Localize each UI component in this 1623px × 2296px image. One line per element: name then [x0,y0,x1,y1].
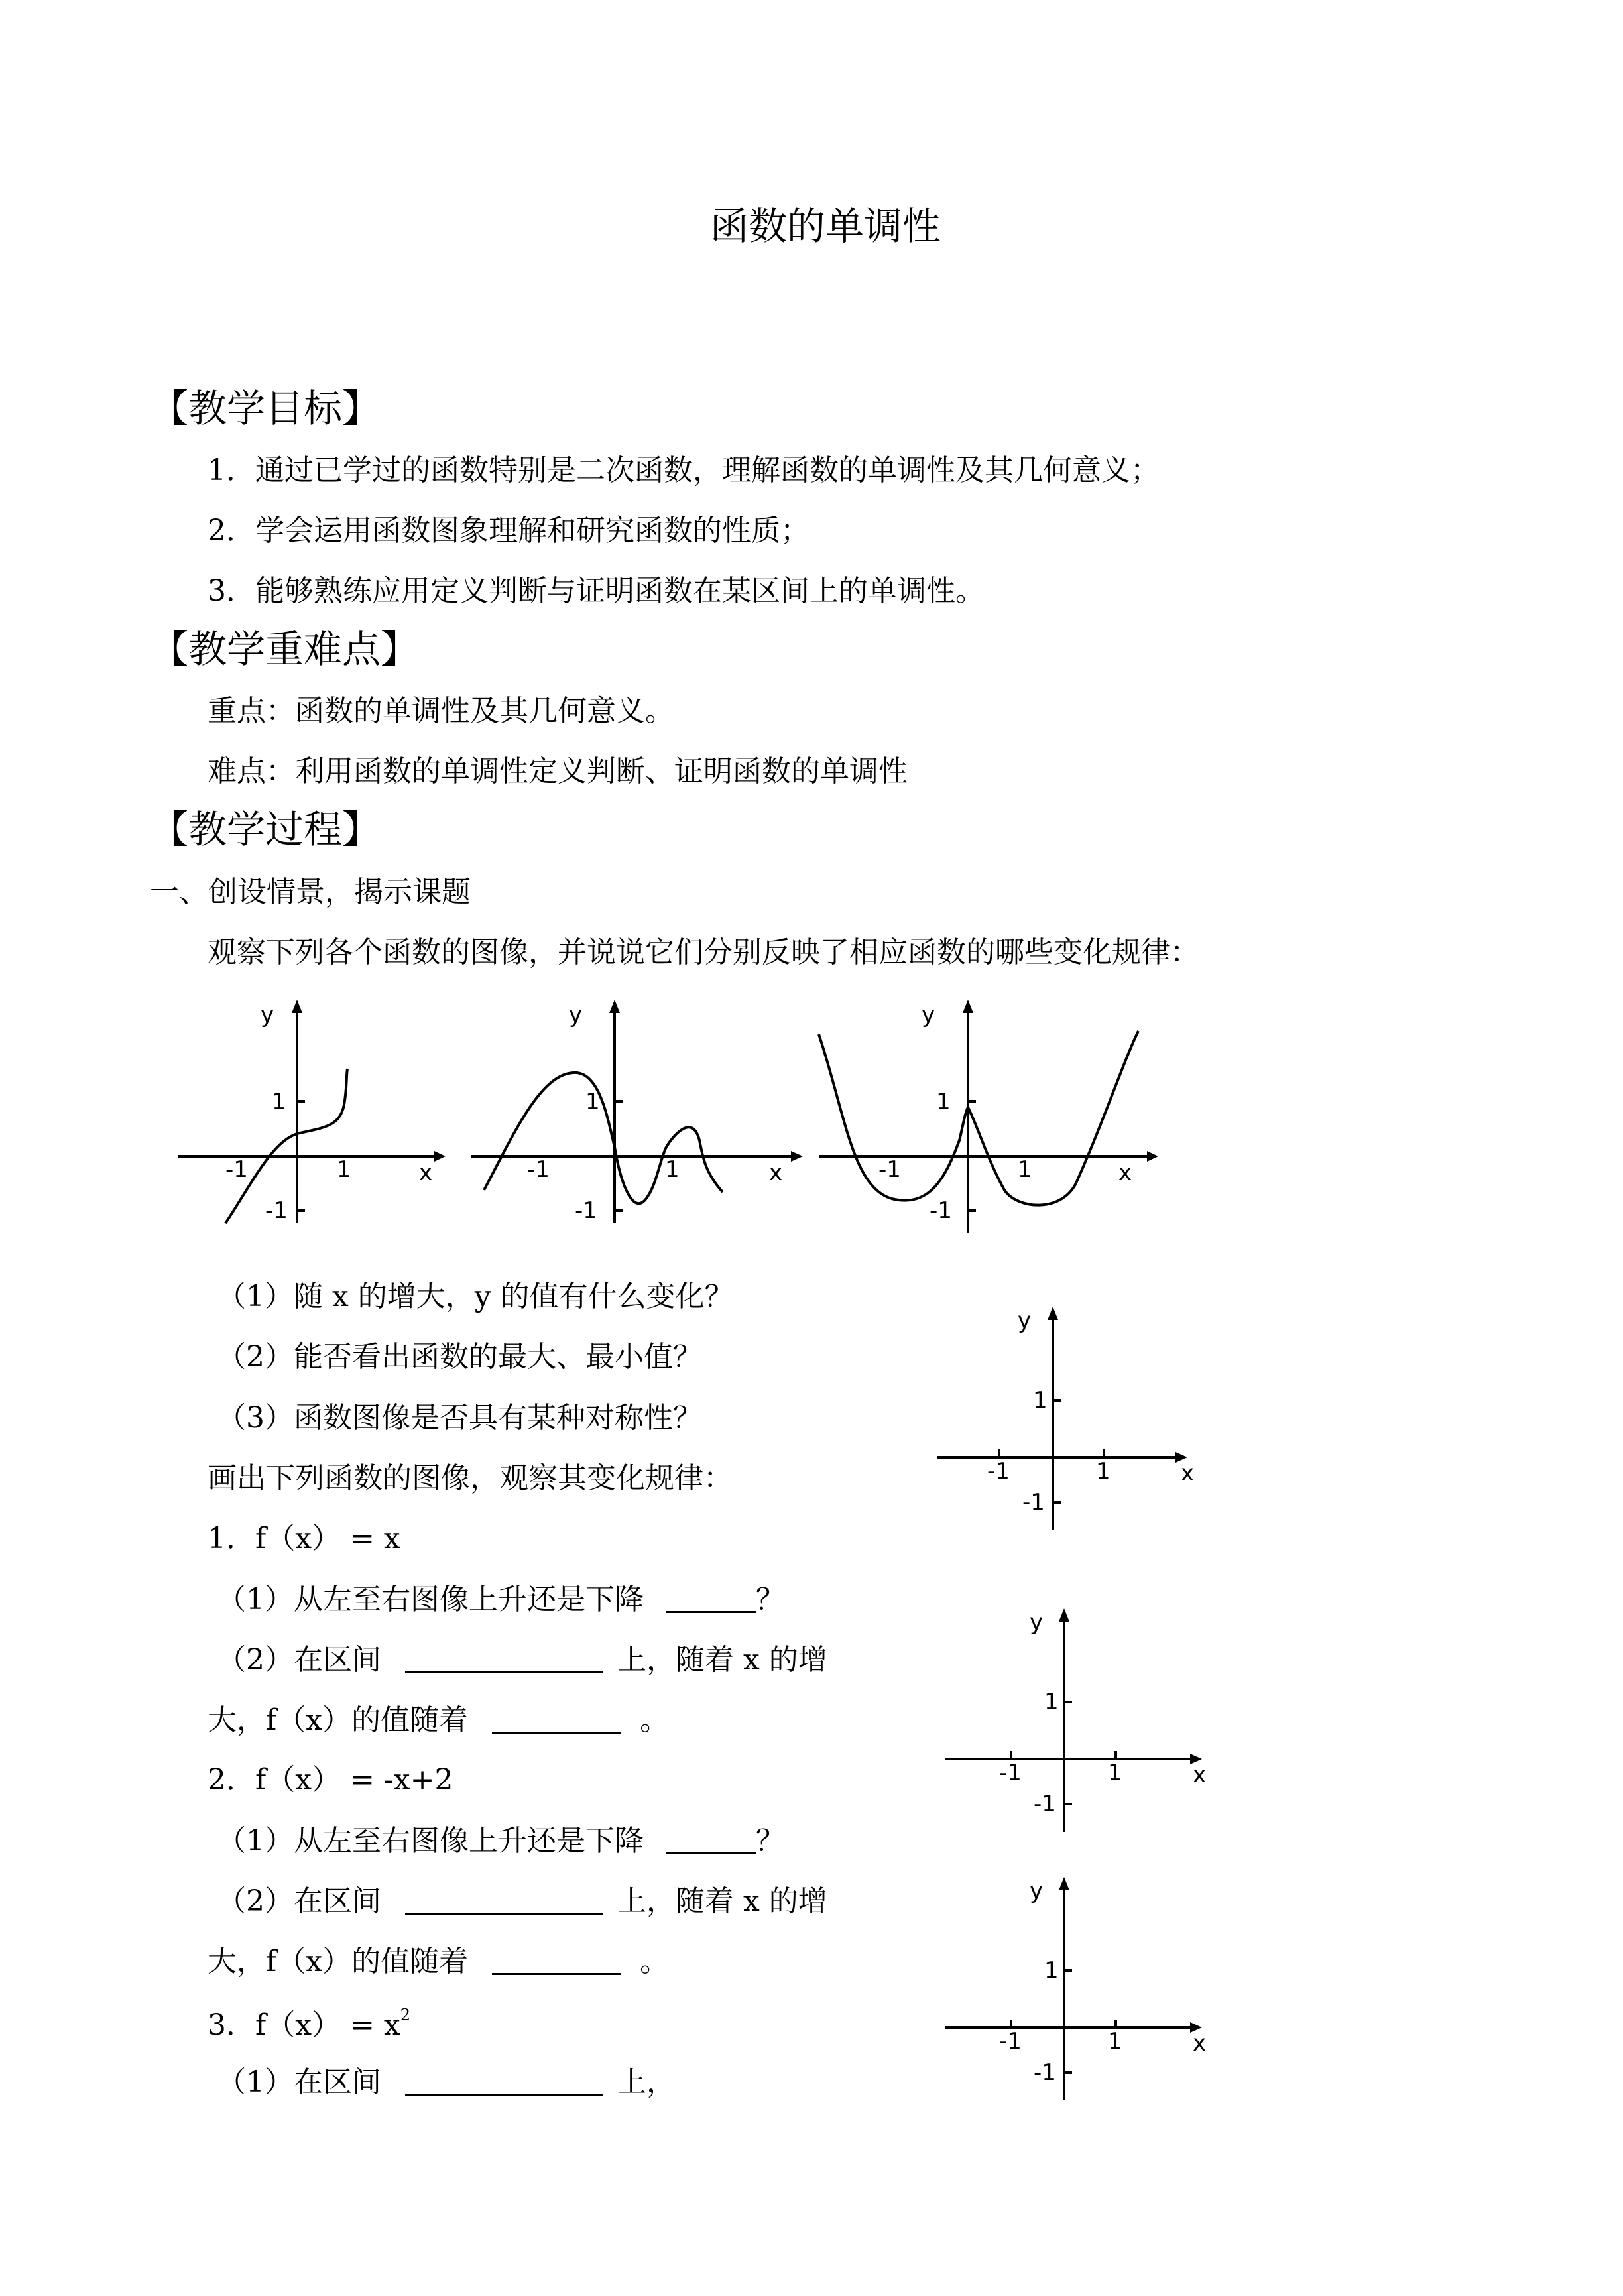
x-label: x [1118,1160,1132,1186]
ex2-q1-end: ？ [756,1824,785,1858]
y-label: y [1030,1878,1044,1904]
x-label: x [769,1160,783,1186]
ex2-q2-line2-text: 大，f（x）的值随着 [208,1945,469,1978]
ex3-q1-text: （1）在区间 [217,2065,381,2099]
ex2-q2-blank-trend[interactable] [492,1947,621,1975]
tick-label-1-y: 1 [585,1089,600,1115]
x-axis-arrow [791,1151,803,1162]
ex1-q2 [217,1645,827,1675]
key-point: 重点：函数的单调性及其几何意义。 [208,694,674,728]
tick-label-1-x: 1 [1096,1458,1111,1484]
y-axis-arrow [963,1000,973,1013]
graph-cubic [172,995,451,1246]
curve [484,1073,723,1203]
y-label: y [922,1002,935,1028]
x-axis-arrow [434,1151,446,1162]
ex3-exponent: 2 [400,2006,411,2024]
y-axis-arrow [609,1000,620,1013]
curve [819,1031,1138,1205]
x-axis-arrow [1147,1151,1158,1162]
tick-label-1-x: 1 [1108,2028,1122,2055]
ex1-function: 1．f（x） = x [208,1522,400,1555]
ex3-function-text: 3．f（x） = x [208,2008,400,2042]
tick-label-neg1-x: -1 [225,1156,248,1183]
tick-label-1-x: 1 [1018,1156,1032,1183]
ex3-function [208,2007,410,2040]
ex2-q1-text: （1）从左至右图像上升还是下降 [217,1824,644,1858]
ex2-q2-mid: 上，随着 x 的增 [617,1884,827,1918]
ex1-q1 [217,1585,785,1614]
tick-label-neg1-y: -1 [1034,1791,1056,1817]
ex2-q1 [217,1826,785,1856]
y-axis-arrow [1059,1877,1069,1890]
ex1-q2-text: （2）在区间 [217,1643,381,1677]
tick-label-1-y: 1 [936,1089,951,1115]
ex1-q1-blank[interactable] [666,1585,756,1613]
objective-item: 1．通过已学过的函数特别是二次函数，理解函数的单调性及其几何意义； [208,453,1160,487]
tick-label-1-y: 1 [1044,1957,1059,1984]
ex1-q2-end: 。 [640,1703,670,1737]
tick-label-neg1-y: -1 [1034,2059,1056,2086]
question: （2）能否看出函数的最大、最小值？ [217,1340,702,1374]
tick-label-neg1-x: -1 [987,1458,1010,1484]
tick-label-1-x: 1 [665,1156,680,1183]
tick-label-1-x: 1 [337,1156,351,1183]
tick-label-neg1-x: -1 [878,1156,901,1183]
difficult-point: 难点：利用函数的单调性定义判断、证明函数的单调性 [208,755,908,788]
x-label: x [1193,2030,1207,2057]
tick-label-1-y: 1 [1033,1387,1048,1414]
ex2-q2-blank-interval[interactable] [405,1886,603,1915]
observe-intro: 观察下列各个函数的图像，并说说它们分别反映了相应函数的哪些变化规律： [208,936,1199,969]
y-axis-arrow [292,1000,302,1013]
tick-label-neg1-y: -1 [265,1197,288,1224]
ex2-q2 [217,1886,827,1916]
y-label: y [1018,1307,1032,1334]
y-label: y [569,1002,583,1028]
ex1-q2-line2 [208,1705,669,1735]
objectives-heading: 【教学目标】 [150,386,381,431]
ex1-q1-text: （1）从左至右图像上升还是下降 [217,1583,644,1616]
ex1-q1-end: ？ [756,1583,785,1616]
ex1-q2-blank-interval[interactable] [405,1645,603,1673]
ex1-q2-line2-text: 大，f（x）的值随着 [208,1703,469,1737]
x-label: x [1193,1762,1207,1788]
tick-label-neg1-y: -1 [930,1197,952,1224]
process-heading: 【教学过程】 [150,807,381,852]
x-label: x [419,1160,433,1186]
tick-label-1-y: 1 [1044,1689,1059,1715]
ex3-q1 [217,2067,676,2097]
tick-label-neg1-x: -1 [999,2028,1022,2055]
y-label: y [1030,1609,1044,1636]
y-label: y [261,1002,274,1028]
y-axis-arrow [1048,1307,1058,1320]
tick-label-neg1-y: -1 [1022,1489,1045,1516]
blank-axes-1 [925,1296,1203,1535]
part1-title: 一、创设情景，揭示课题 [150,875,471,909]
question: （3）函数图像是否具有某种对称性？ [217,1401,702,1435]
ex3-q1-blank-interval[interactable] [405,2067,603,2096]
x-label: x [1181,1460,1195,1486]
blank-axes-2 [938,1598,1217,1837]
graph-w-shape [812,995,1157,1246]
ex2-q2-text: （2）在区间 [217,1884,381,1918]
keypoints-heading: 【教学重难点】 [150,627,420,672]
graph-wave [467,995,812,1246]
ex2-q2-end: 。 [640,1945,670,1978]
tick-label-neg1-y: -1 [575,1197,597,1224]
tick-label-1-x: 1 [1108,1760,1122,1786]
ex3-q1-end: 上， [617,2065,676,2099]
page-title: 函数的单调性 [710,204,941,249]
ex2-q1-blank[interactable] [666,1826,756,1854]
tick-label-1-y: 1 [272,1089,286,1115]
objective-item: 2．学会运用函数图象理解和研究函数的性质； [208,514,810,548]
y-axis-arrow [1059,1608,1069,1622]
ex2-q2-line2 [208,1947,669,1976]
tick-label-neg1-x: -1 [999,1760,1022,1786]
blank-axes-3 [938,1866,1217,2105]
ex2-function: 2．f（x） = -x+2 [208,1763,453,1797]
draw-intro: 画出下列函数的图像，观察其变化规律： [208,1461,733,1495]
tick-label-neg1-x: -1 [527,1156,550,1183]
objective-item: 3．能够熟练应用定义判断与证明函数在某区间上的单调性。 [208,574,985,608]
ex1-q2-blank-trend[interactable] [492,1705,621,1734]
question: （1）随 x 的增大，y 的值有什么变化？ [217,1280,734,1313]
ex1-q2-mid: 上，随着 x 的增 [617,1643,827,1677]
